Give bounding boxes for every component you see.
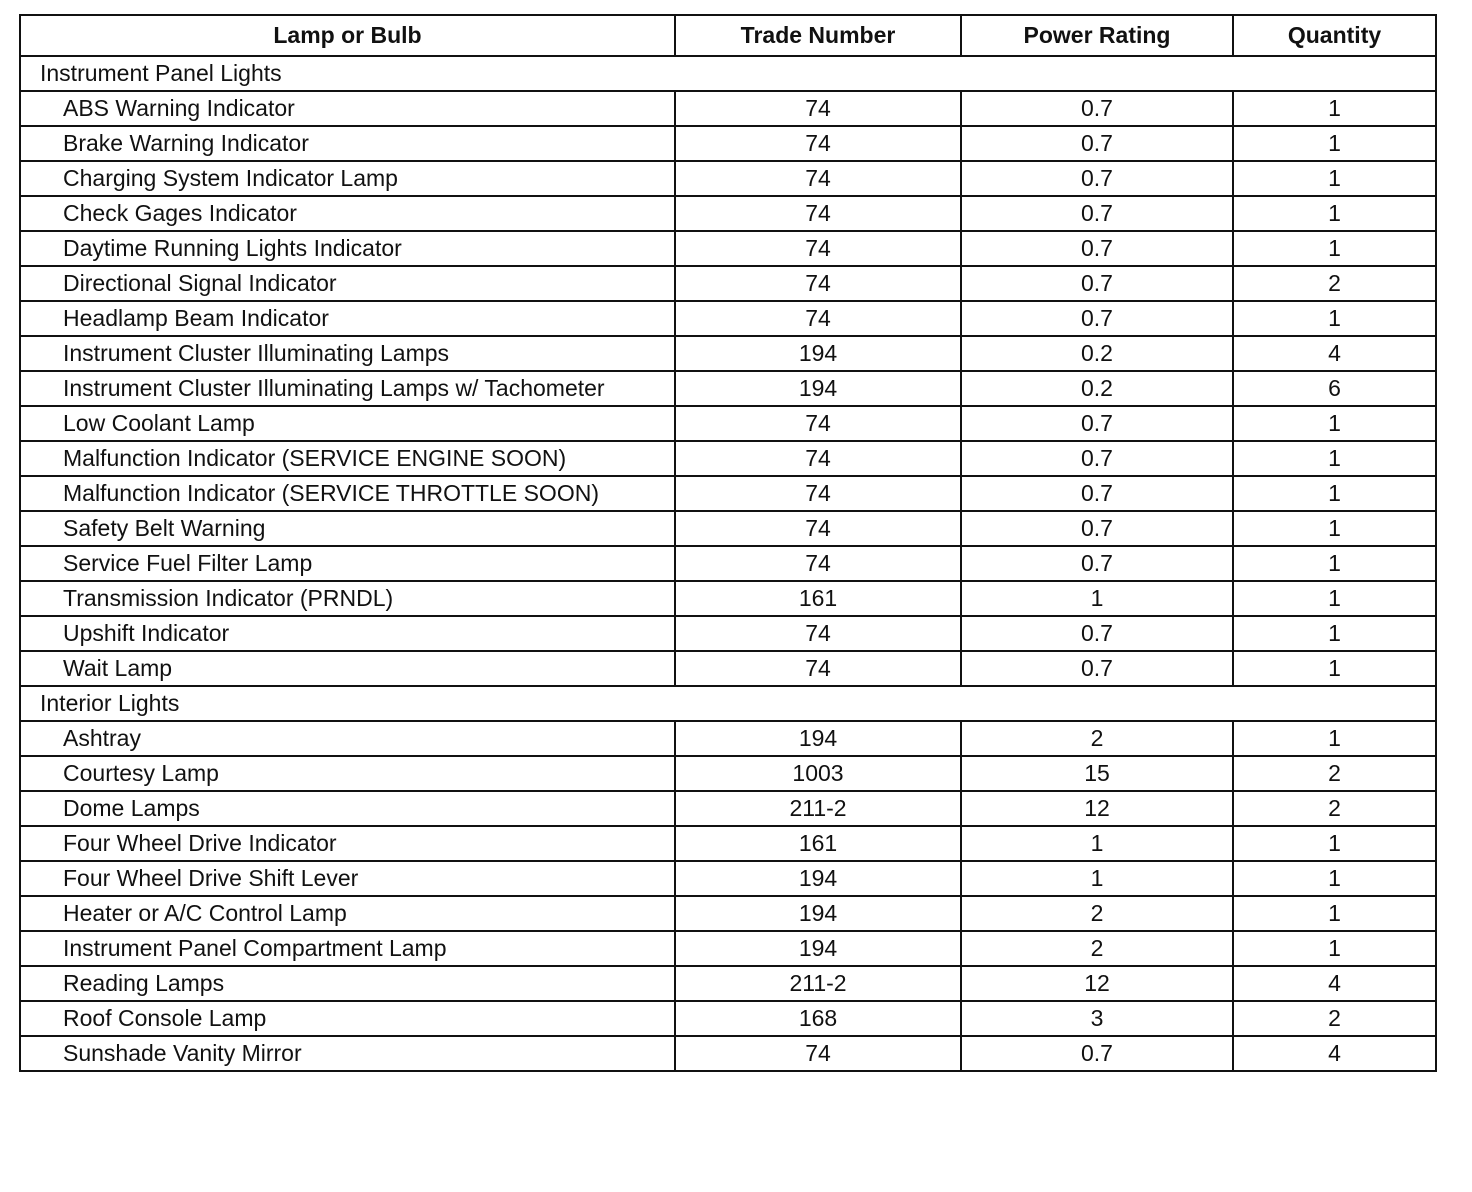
column-header-trade-number: Trade Number [675, 15, 961, 56]
quantity-cell: 1 [1233, 581, 1436, 616]
power-rating-cell: 0.7 [961, 301, 1233, 336]
lamp-name-cell: Dome Lamps [20, 791, 675, 826]
section-row [20, 686, 1436, 721]
quantity-cell: 1 [1233, 231, 1436, 266]
lamp-name-cell: Sunshade Vanity Mirror [20, 1036, 675, 1071]
trade-number-cell: 194 [675, 896, 961, 931]
section-row [20, 56, 1436, 91]
quantity-cell: 4 [1233, 336, 1436, 371]
column-header-power-rating: Power Rating [961, 15, 1233, 56]
quantity-cell: 1 [1233, 126, 1436, 161]
lamp-name-cell: Four Wheel Drive Indicator [20, 826, 675, 861]
lamp-name-cell: Instrument Panel Compartment Lamp [20, 931, 675, 966]
quantity-cell: 4 [1233, 966, 1436, 1001]
header-row [20, 15, 1436, 56]
quantity-cell: 2 [1233, 791, 1436, 826]
power-rating-cell: 0.7 [961, 1036, 1233, 1071]
trade-number-cell: 161 [675, 826, 961, 861]
power-rating-cell: 3 [961, 1001, 1233, 1036]
trade-number-cell: 194 [675, 336, 961, 371]
table-row [20, 91, 1436, 126]
trade-number-cell: 74 [675, 266, 961, 301]
quantity-cell: 1 [1233, 861, 1436, 896]
quantity-cell: 1 [1233, 511, 1436, 546]
trade-number-cell: 74 [675, 546, 961, 581]
quantity-cell: 1 [1233, 161, 1436, 196]
table-row [20, 371, 1436, 406]
lamp-name-cell: Wait Lamp [20, 651, 675, 686]
quantity-cell: 4 [1233, 1036, 1436, 1071]
trade-number-cell: 74 [675, 616, 961, 651]
power-rating-cell: 0.7 [961, 196, 1233, 231]
table-row [20, 756, 1436, 791]
trade-number-cell: 74 [675, 301, 961, 336]
table-row [20, 301, 1436, 336]
trade-number-cell: 194 [675, 721, 961, 756]
quantity-cell: 6 [1233, 371, 1436, 406]
power-rating-cell: 0.7 [961, 161, 1233, 196]
trade-number-cell: 74 [675, 91, 961, 126]
quantity-cell: 1 [1233, 721, 1436, 756]
trade-number-cell: 161 [675, 581, 961, 616]
power-rating-cell: 0.7 [961, 616, 1233, 651]
trade-number-cell: 168 [675, 1001, 961, 1036]
quantity-cell: 2 [1233, 1001, 1436, 1036]
lamp-name-cell: Low Coolant Lamp [20, 406, 675, 441]
table-row [20, 721, 1436, 756]
lamp-name-cell: Charging System Indicator Lamp [20, 161, 675, 196]
power-rating-cell: 0.7 [961, 126, 1233, 161]
power-rating-cell: 0.7 [961, 651, 1233, 686]
quantity-cell: 1 [1233, 91, 1436, 126]
table-row [20, 126, 1436, 161]
lamp-name-cell: Service Fuel Filter Lamp [20, 546, 675, 581]
lamp-name-cell: Courtesy Lamp [20, 756, 675, 791]
power-rating-cell: 0.2 [961, 371, 1233, 406]
quantity-cell: 1 [1233, 616, 1436, 651]
quantity-cell: 1 [1233, 406, 1436, 441]
power-rating-cell: 0.7 [961, 91, 1233, 126]
trade-number-cell: 194 [675, 931, 961, 966]
table-row [20, 966, 1436, 1001]
lamp-name-cell: Malfunction Indicator (SERVICE THROTTLE SOON) [20, 476, 675, 511]
lamp-name-cell: Ashtray [20, 721, 675, 756]
table-header [20, 15, 1436, 56]
quantity-cell: 1 [1233, 931, 1436, 966]
power-rating-cell: 1 [961, 826, 1233, 861]
power-rating-cell: 0.7 [961, 441, 1233, 476]
table-row [20, 231, 1436, 266]
quantity-cell: 1 [1233, 896, 1436, 931]
power-rating-cell: 15 [961, 756, 1233, 791]
power-rating-cell: 0.7 [961, 266, 1233, 301]
power-rating-cell: 2 [961, 896, 1233, 931]
table-row [20, 406, 1436, 441]
table-row [20, 511, 1436, 546]
trade-number-cell: 211-2 [675, 791, 961, 826]
power-rating-cell: 0.7 [961, 231, 1233, 266]
quantity-cell: 1 [1233, 651, 1436, 686]
trade-number-cell: 74 [675, 651, 961, 686]
lamp-name-cell: Headlamp Beam Indicator [20, 301, 675, 336]
power-rating-cell: 12 [961, 791, 1233, 826]
table-row [20, 441, 1436, 476]
lamp-name-cell: Safety Belt Warning [20, 511, 675, 546]
trade-number-cell: 74 [675, 441, 961, 476]
trade-number-cell: 1003 [675, 756, 961, 791]
table-row [20, 266, 1436, 301]
table-row [20, 476, 1436, 511]
power-rating-cell: 12 [961, 966, 1233, 1001]
table-row [20, 1001, 1436, 1036]
section-title: Instrument Panel Lights [20, 56, 1436, 91]
power-rating-cell: 1 [961, 861, 1233, 896]
power-rating-cell: 0.7 [961, 476, 1233, 511]
power-rating-cell: 0.7 [961, 406, 1233, 441]
lamp-name-cell: Daytime Running Lights Indicator [20, 231, 675, 266]
quantity-cell: 1 [1233, 196, 1436, 231]
lamp-name-cell: Brake Warning Indicator [20, 126, 675, 161]
lamp-name-cell: ABS Warning Indicator [20, 91, 675, 126]
section-title: Interior Lights [20, 686, 1436, 721]
trade-number-cell: 74 [675, 406, 961, 441]
quantity-cell: 2 [1233, 266, 1436, 301]
lamp-name-cell: Instrument Cluster Illuminating Lamps [20, 336, 675, 371]
lamp-name-cell: Heater or A/C Control Lamp [20, 896, 675, 931]
lamp-bulb-table [19, 14, 1437, 1072]
column-header-quantity: Quantity [1233, 15, 1436, 56]
trade-number-cell: 194 [675, 861, 961, 896]
quantity-cell: 1 [1233, 826, 1436, 861]
trade-number-cell: 74 [675, 231, 961, 266]
table-row [20, 826, 1436, 861]
trade-number-cell: 74 [675, 476, 961, 511]
quantity-cell: 1 [1233, 546, 1436, 581]
lamp-name-cell: Malfunction Indicator (SERVICE ENGINE SOON) [20, 441, 675, 476]
power-rating-cell: 2 [961, 931, 1233, 966]
table-body [20, 56, 1436, 1071]
trade-number-cell: 74 [675, 1036, 961, 1071]
lamp-name-cell: Upshift Indicator [20, 616, 675, 651]
table-row [20, 896, 1436, 931]
power-rating-cell: 2 [961, 721, 1233, 756]
table-row [20, 931, 1436, 966]
table-row [20, 161, 1436, 196]
trade-number-cell: 74 [675, 161, 961, 196]
quantity-cell: 1 [1233, 301, 1436, 336]
trade-number-cell: 74 [675, 511, 961, 546]
quantity-cell: 1 [1233, 441, 1436, 476]
column-header-lamp: Lamp or Bulb [20, 15, 675, 56]
table-row [20, 1036, 1436, 1071]
lamp-name-cell: Reading Lamps [20, 966, 675, 1001]
table-row [20, 336, 1436, 371]
lamp-name-cell: Roof Console Lamp [20, 1001, 675, 1036]
table-row [20, 791, 1436, 826]
lamp-name-cell: Transmission Indicator (PRNDL) [20, 581, 675, 616]
quantity-cell: 1 [1233, 476, 1436, 511]
power-rating-cell: 0.7 [961, 511, 1233, 546]
trade-number-cell: 194 [675, 371, 961, 406]
table-row [20, 196, 1436, 231]
quantity-cell: 2 [1233, 756, 1436, 791]
table-row [20, 616, 1436, 651]
power-rating-cell: 0.7 [961, 546, 1233, 581]
power-rating-cell: 0.2 [961, 336, 1233, 371]
lamp-name-cell: Four Wheel Drive Shift Lever [20, 861, 675, 896]
table-row [20, 581, 1436, 616]
trade-number-cell: 74 [675, 196, 961, 231]
lamp-name-cell: Instrument Cluster Illuminating Lamps w/ Tachometer [20, 371, 675, 406]
lamp-name-cell: Check Gages Indicator [20, 196, 675, 231]
lamp-name-cell: Directional Signal Indicator [20, 266, 675, 301]
table-row [20, 861, 1436, 896]
table-row [20, 651, 1436, 686]
table-row [20, 546, 1436, 581]
trade-number-cell: 74 [675, 126, 961, 161]
trade-number-cell: 211-2 [675, 966, 961, 1001]
power-rating-cell: 1 [961, 581, 1233, 616]
